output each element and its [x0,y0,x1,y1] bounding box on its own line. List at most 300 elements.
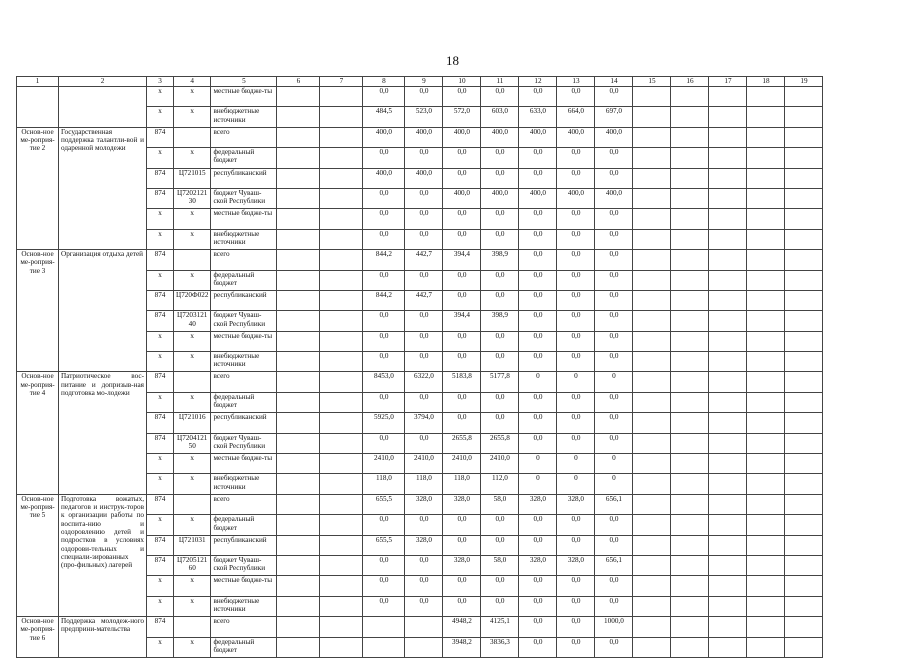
amount-cell: 0,0 [519,250,557,270]
amount-cell: 0,0 [519,168,557,188]
amount-cell: 2410,0 [405,454,443,474]
target-code: x [174,596,211,616]
amount-cell: 0,0 [519,87,557,107]
amount-cell: 0,0 [557,352,595,372]
grbs-code: 874 [147,250,174,270]
amount-cell: 0,0 [405,433,443,453]
empty-cell [277,515,320,535]
amount-cell: 0,0 [519,392,557,412]
table-row [17,250,823,270]
column-number: 7 [320,77,363,87]
empty-cell [277,474,320,494]
empty-cell [633,87,671,107]
amount-cell: 0,0 [363,87,405,107]
amount-cell: 0,0 [595,515,633,535]
empty-cell [747,168,785,188]
empty-cell [747,617,785,637]
amount-cell: 3794,0 [405,413,443,433]
empty-cell [633,494,671,514]
amount-cell: 400,0 [481,188,519,208]
empty-cell [320,352,363,372]
empty-cell [709,87,747,107]
grbs-code: 874 [147,372,174,392]
amount-cell: 0,0 [595,331,633,351]
empty-cell [709,127,747,147]
empty-cell [277,311,320,331]
amount-cell: 0,0 [595,209,633,229]
amount-cell: 0,0 [481,576,519,596]
empty-cell [785,290,823,310]
amount-cell: 656,1 [595,555,633,575]
empty-cell [747,596,785,616]
empty-cell [277,454,320,474]
amount-cell: 0,0 [519,270,557,290]
empty-cell [785,331,823,351]
amount-cell: 0,0 [363,392,405,412]
empty-cell [277,87,320,107]
empty-cell [320,576,363,596]
empty-cell [671,250,709,270]
amount-cell: 0,0 [595,290,633,310]
empty-cell [671,392,709,412]
empty-cell [320,555,363,575]
amount-cell: 2410,0 [481,454,519,474]
budget-table [16,76,823,658]
amount-cell: 0,0 [519,290,557,310]
empty-cell [277,372,320,392]
column-number: 16 [671,77,709,87]
amount-cell: 394,4 [443,311,481,331]
amount-cell: 0,0 [363,209,405,229]
empty-cell [785,229,823,249]
empty-cell [633,413,671,433]
amount-cell: 0,0 [405,555,443,575]
amount-cell: 0,0 [595,596,633,616]
amount-cell: 4125,1 [481,617,519,637]
amount-cell: 400,0 [405,127,443,147]
target-code: Ц7202121 30 [174,188,211,208]
grbs-code: 874 [147,617,174,637]
measure-name: Подготовка вожатых, педагогов и инструк-торов к организации работы по воспита-нию и оздоровлению детей и подростков в условиях оздорови-тельных и специали-зированных (про-фильных) лагерей [59,494,147,616]
empty-cell [709,372,747,392]
amount-cell: 0,0 [595,576,633,596]
empty-cell [747,535,785,555]
column-number: 10 [443,77,481,87]
amount-cell: 0,0 [405,392,443,412]
empty-cell [633,576,671,596]
empty-cell [747,555,785,575]
empty-cell [671,148,709,168]
empty-cell [633,515,671,535]
empty-cell [671,474,709,494]
target-code: x [174,637,211,657]
empty-cell [709,107,747,127]
amount-cell: 0,0 [405,148,443,168]
amount-cell: 328,0 [443,555,481,575]
empty-cell [633,148,671,168]
table-row [17,127,823,147]
amount-cell: 0,0 [519,311,557,331]
empty-cell [277,596,320,616]
amount-cell: 0,0 [443,331,481,351]
amount-cell: 58,0 [481,494,519,514]
empty-cell [747,576,785,596]
amount-cell: 0 [595,474,633,494]
empty-cell [747,229,785,249]
empty-cell [671,555,709,575]
empty-cell [747,433,785,453]
amount-cell: 0,0 [481,290,519,310]
empty-cell [785,392,823,412]
empty-cell [747,209,785,229]
grbs-code: 874 [147,168,174,188]
amount-cell: 0,0 [519,637,557,657]
amount-cell: 0,0 [443,270,481,290]
empty-cell [277,331,320,351]
amount-cell: 0,0 [363,229,405,249]
amount-cell: 0,0 [443,352,481,372]
measure-label: Основ-ное ме-роприя-тие 2 [17,127,59,249]
empty-cell [785,168,823,188]
measure-label: Основ-ное ме-роприя-тие 6 [17,617,59,658]
funding-source: внебюджетные источники [211,474,277,494]
grbs-code: 874 [147,494,174,514]
empty-cell [747,87,785,107]
empty-cell [785,617,823,637]
funding-source: внебюджетные источники [211,107,277,127]
target-code: Ц721015 [174,168,211,188]
amount-cell: 400,0 [443,188,481,208]
empty-cell [671,617,709,637]
amount-cell: 0,0 [519,433,557,453]
empty-cell [320,127,363,147]
empty-cell [320,209,363,229]
amount-cell: 0,0 [595,168,633,188]
empty-cell [320,494,363,514]
column-number: 9 [405,77,443,87]
amount-cell: 400,0 [519,188,557,208]
amount-cell: 0,0 [519,209,557,229]
amount-cell: 8453,0 [363,372,405,392]
amount-cell: 0,0 [595,637,633,657]
amount-cell: 0,0 [595,229,633,249]
amount-cell: 328,0 [519,555,557,575]
grbs-code: x [147,454,174,474]
amount-cell: 0,0 [443,392,481,412]
empty-cell [320,331,363,351]
empty-cell [320,290,363,310]
amount-cell: 400,0 [557,188,595,208]
empty-cell [747,352,785,372]
empty-cell [747,372,785,392]
amount-cell: 5183,8 [443,372,481,392]
empty-cell [709,270,747,290]
grbs-code: x [147,515,174,535]
amount-cell: 0,0 [363,576,405,596]
amount-cell: 0,0 [405,352,443,372]
amount-cell: 0,0 [405,87,443,107]
empty-cell [709,229,747,249]
target-code: Ц721031 [174,535,211,555]
amount-cell: 0,0 [363,515,405,535]
amount-cell: 0,0 [557,433,595,453]
empty-cell [709,454,747,474]
empty-cell [277,250,320,270]
amount-cell: 0,0 [481,413,519,433]
amount-cell: 0,0 [443,168,481,188]
amount-cell: 0 [557,474,595,494]
empty-cell [671,290,709,310]
amount-cell: 0,0 [443,576,481,596]
empty-cell [747,127,785,147]
amount-cell: 572,0 [443,107,481,127]
empty-cell [277,148,320,168]
amount-cell: 0,0 [595,413,633,433]
amount-cell: 0,0 [481,270,519,290]
empty-cell [785,188,823,208]
column-number: 3 [147,77,174,87]
empty-cell [709,392,747,412]
empty-cell [709,433,747,453]
amount-cell: 0,0 [363,270,405,290]
amount-cell: 0,0 [557,331,595,351]
amount-cell: 0,0 [481,331,519,351]
amount-cell: 0,0 [557,148,595,168]
target-code: x [174,229,211,249]
empty-cell [633,107,671,127]
empty-cell [320,474,363,494]
empty-cell [320,515,363,535]
amount-cell: 0,0 [557,576,595,596]
target-code: x [174,515,211,535]
grbs-code: 874 [147,535,174,555]
empty-cell [633,372,671,392]
empty-cell [320,413,363,433]
empty-cell [277,413,320,433]
empty-cell [671,229,709,249]
empty-cell [709,209,747,229]
amount-cell: 0,0 [363,148,405,168]
funding-source: бюджет Чуваш-ской Республики [211,433,277,453]
empty-cell [633,617,671,637]
column-number: 14 [595,77,633,87]
empty-cell [747,107,785,127]
column-number: 11 [481,77,519,87]
empty-cell [785,515,823,535]
amount-cell: 0,0 [557,413,595,433]
empty-cell [709,637,747,657]
empty-cell [671,433,709,453]
funding-source: местные бюдже-ты [211,209,277,229]
empty-cell [709,617,747,637]
amount-cell: 0,0 [519,535,557,555]
target-code: x [174,107,211,127]
target-code: Ц7205121 60 [174,555,211,575]
amount-cell: 0,0 [519,515,557,535]
measure-label [17,87,59,128]
amount-cell: 0,0 [481,148,519,168]
grbs-code: x [147,331,174,351]
empty-cell [709,515,747,535]
amount-cell: 0,0 [557,596,595,616]
empty-cell [747,494,785,514]
amount-cell: 442,7 [405,250,443,270]
grbs-code: x [147,270,174,290]
empty-cell [747,515,785,535]
empty-cell [633,127,671,147]
amount-cell: 398,9 [481,311,519,331]
amount-cell: 400,0 [363,127,405,147]
empty-cell [785,148,823,168]
amount-cell: 0,0 [557,617,595,637]
amount-cell: 655,5 [363,494,405,514]
empty-cell [747,311,785,331]
empty-cell [671,107,709,127]
target-code [174,372,211,392]
grbs-code: x [147,209,174,229]
target-code: x [174,209,211,229]
empty-cell [671,494,709,514]
empty-cell [277,168,320,188]
amount-cell: 5925,0 [363,413,405,433]
empty-cell [785,494,823,514]
grbs-code: x [147,596,174,616]
amount-cell: 0,0 [557,637,595,657]
grbs-code: 874 [147,413,174,433]
amount-cell: 0 [557,372,595,392]
empty-cell [785,270,823,290]
funding-source: внебюджетные источники [211,229,277,249]
amount-cell: 0,0 [405,209,443,229]
empty-cell [277,188,320,208]
amount-cell: 0,0 [595,433,633,453]
amount-cell: 0,0 [557,392,595,412]
amount-cell: 0,0 [557,290,595,310]
empty-cell [633,209,671,229]
target-code: x [174,576,211,596]
amount-cell: 400,0 [481,127,519,147]
amount-cell: 0,0 [405,576,443,596]
amount-cell: 328,0 [443,494,481,514]
empty-cell [709,311,747,331]
empty-cell [747,188,785,208]
amount-cell: 0,0 [557,229,595,249]
empty-cell [320,535,363,555]
page-number: 18 [446,53,459,68]
amount-cell: 844,2 [363,250,405,270]
funding-source: всего [211,250,277,270]
empty-cell [671,413,709,433]
amount-cell: 0,0 [519,576,557,596]
target-code: x [174,148,211,168]
empty-cell [785,454,823,474]
amount-cell: 5177,8 [481,372,519,392]
amount-cell: 0,0 [405,270,443,290]
empty-cell [277,617,320,637]
empty-cell [633,454,671,474]
funding-source: бюджет Чуваш-ской Республики [211,311,277,331]
empty-cell [785,535,823,555]
empty-cell [747,474,785,494]
funding-source: местные бюдже-ты [211,331,277,351]
funding-source: республиканский [211,413,277,433]
amount-cell: 0,0 [363,555,405,575]
empty-cell [277,127,320,147]
empty-cell [671,372,709,392]
empty-cell [671,311,709,331]
amount-cell: 0,0 [595,87,633,107]
amount-cell: 58,0 [481,555,519,575]
table-row [17,87,823,107]
amount-cell: 0,0 [557,168,595,188]
empty-cell [671,637,709,657]
grbs-code: x [147,107,174,127]
empty-cell [785,107,823,127]
target-code: x [174,87,211,107]
measure-label: Основ-ное ме-роприя-тие 5 [17,494,59,616]
target-code: x [174,454,211,474]
amount-cell: 328,0 [557,494,595,514]
empty-cell [633,596,671,616]
amount-cell: 0,0 [519,596,557,616]
funding-source: всего [211,617,277,637]
amount-cell: 0,0 [519,331,557,351]
column-number: 1 [17,77,59,87]
amount-cell: 400,0 [595,127,633,147]
amount-cell: 2410,0 [443,454,481,474]
amount-cell: 442,7 [405,290,443,310]
empty-cell [633,474,671,494]
grbs-code: x [147,474,174,494]
amount-cell: 118,0 [443,474,481,494]
amount-cell: 0,0 [443,229,481,249]
empty-cell [320,637,363,657]
empty-cell [277,433,320,453]
amount-cell: 2655,8 [481,433,519,453]
amount-cell: 0,0 [595,148,633,168]
amount-cell: 0,0 [405,311,443,331]
measure-name: Поддержка молодеж-ного предприни-мательства [59,617,147,658]
empty-cell [785,311,823,331]
amount-cell: 400,0 [443,127,481,147]
funding-source: местные бюдже-ты [211,87,277,107]
empty-cell [709,188,747,208]
table-row [17,494,823,514]
target-code: x [174,392,211,412]
empty-cell [671,454,709,474]
header-row [17,77,823,87]
empty-cell [747,637,785,657]
grbs-code: x [147,637,174,657]
amount-cell: 0,0 [557,87,595,107]
column-number: 2 [59,77,147,87]
measure-name [59,87,147,128]
grbs-code: 874 [147,555,174,575]
amount-cell: 603,0 [481,107,519,127]
amount-cell: 0,0 [363,433,405,453]
amount-cell: 0,0 [557,270,595,290]
amount-cell [405,637,443,657]
empty-cell [709,494,747,514]
empty-cell [747,413,785,433]
amount-cell: 0,0 [481,168,519,188]
empty-cell [785,555,823,575]
empty-cell [633,250,671,270]
amount-cell: 0 [519,474,557,494]
empty-cell [320,148,363,168]
amount-cell: 0,0 [595,352,633,372]
amount-cell: 656,1 [595,494,633,514]
